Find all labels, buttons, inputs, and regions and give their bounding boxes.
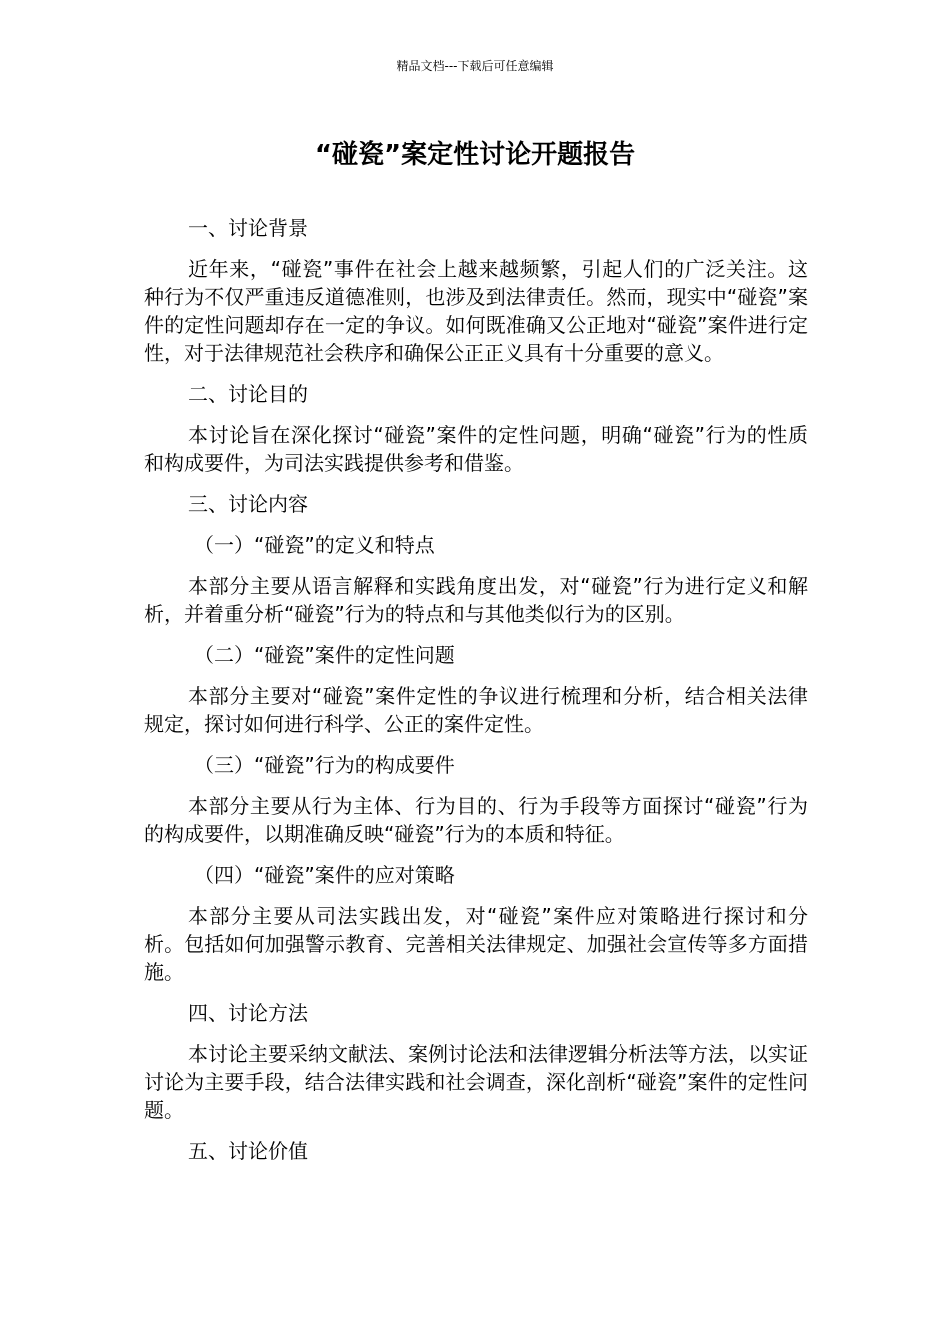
paragraph-purpose: 本讨论旨在深化探讨“碰瓷”案件的定性问题，明确“碰瓷”行为的性质和构成要件，为司法实践提供参考和借鉴。: [144, 423, 808, 475]
paragraph-elements: 本部分主要从行为主体、行为目的、行为手段等方面探讨“碰瓷”行为的构成要件，以期准确反映“碰瓷”行为的本质和特征。: [144, 794, 808, 846]
paragraph-definition: 本部分主要从语言解释和实践角度出发，对“碰瓷”行为进行定义和解析，并着重分析“碰瓷”行为的特点和与其他类似行为的区别。: [144, 574, 808, 626]
document-body: [144, 214, 808, 1178]
paragraph-method: 本讨论主要采纳文献法、案例讨论法和法律逻辑分析法等方法，以实证讨论为主要手段，结合法律实践和社会调查，深化剖析“碰瓷”案件的定性问题。: [144, 1042, 808, 1122]
paragraph-background: 近年来，“碰瓷”事件在社会上越来越频繁，引起人们的广泛关注。这种行为不仅严重违反道德准则，也涉及到法律责任。然而，现实中“碰瓷”案件的定性问题却存在一定的争议。如何既准确又公正地对“碰瓷”案件进行定性，对于法律规范社会秩序和确保公正正义具有十分重要的意义。: [144, 257, 808, 365]
paragraph-qualification: 本部分主要对“碰瓷”案件定性的争议进行梳理和分析，结合相关法律规定，探讨如何进行科学、公正的案件定性。: [144, 684, 808, 736]
section-heading-purpose: 二、讨论目的: [188, 382, 308, 406]
section-heading-value: 五、讨论价值: [188, 1139, 308, 1163]
document-title: “碰瓷”案定性讨论开题报告: [314, 140, 636, 170]
paragraph-strategy: 本部分主要从司法实践出发，对“碰瓷”案件应对策略进行探讨和分析。包括如何加强警示教育、完善相关法律规定、加强社会宣传等多方面措施。: [144, 904, 808, 984]
section-heading-method: 四、讨论方法: [188, 1001, 308, 1025]
section-heading-content: 三、讨论内容: [188, 492, 308, 516]
subsection-heading-elements: （三）“碰瓷”行为的构成要件: [194, 753, 455, 777]
section-heading-background: 一、讨论背景: [188, 216, 308, 240]
subsection-heading-qualification: （二）“碰瓷”案件的定性问题: [194, 643, 455, 667]
subsection-heading-strategy: （四）“碰瓷”案件的应对策略: [194, 863, 455, 887]
subsection-heading-definition: （一）“碰瓷”的定义和特点: [194, 533, 435, 557]
header-note: 精品文档---下载后可任意编辑: [396, 59, 554, 73]
